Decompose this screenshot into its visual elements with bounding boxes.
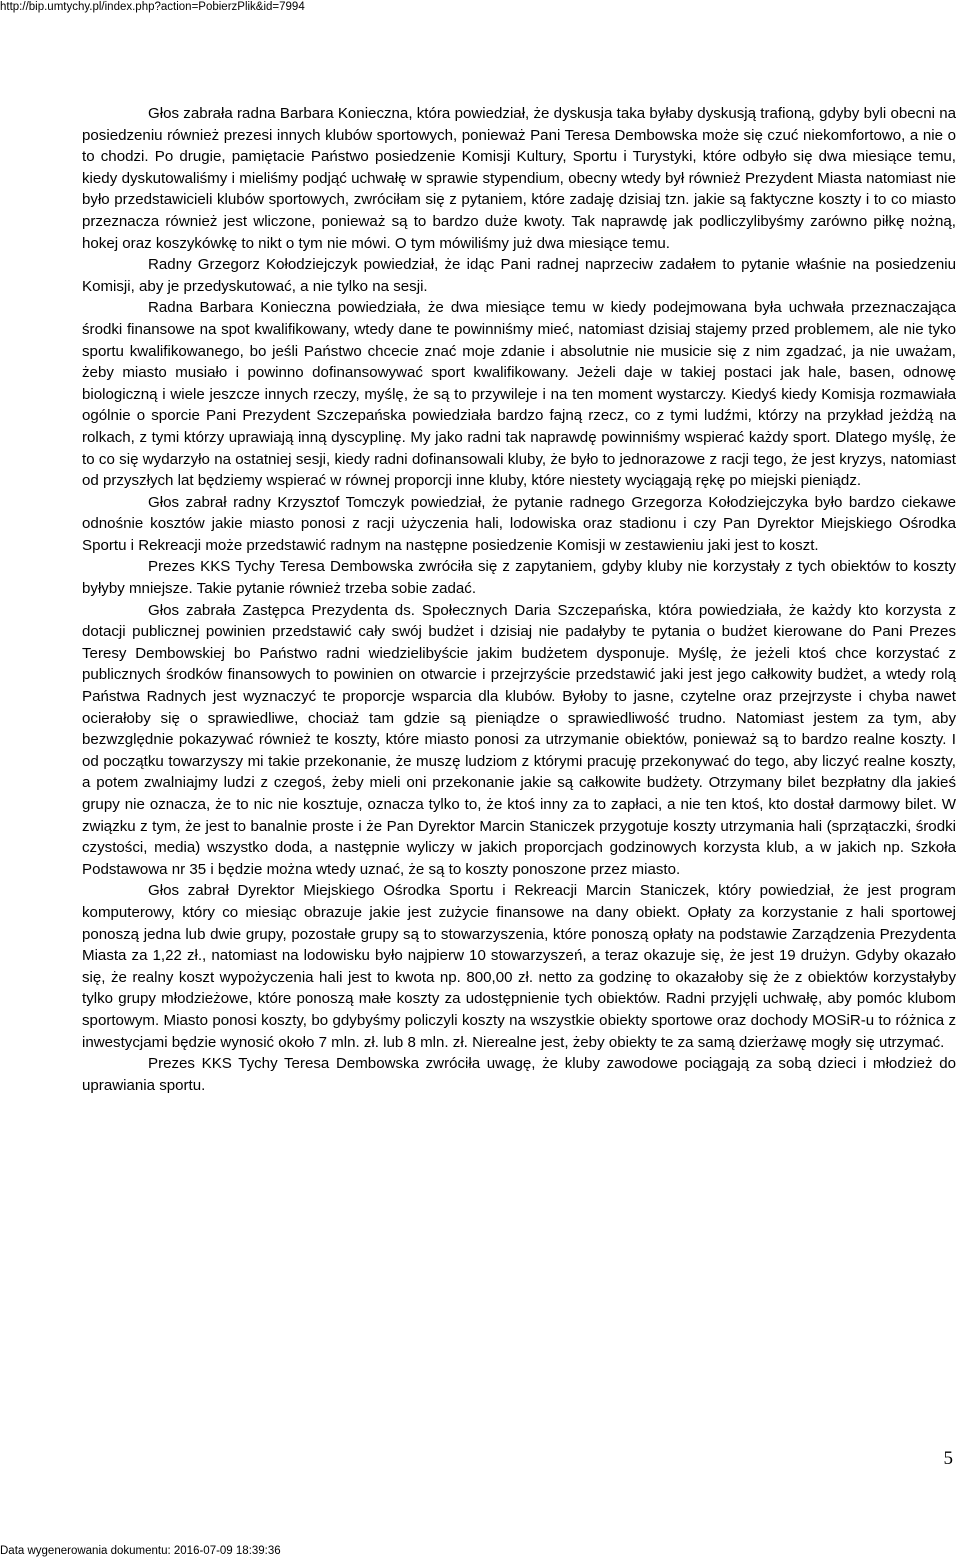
paragraph: Głos zabrał radny Krzysztof Tomczyk powiedział, że pytanie radnego Grzegorza Kołodziejczyka było bardzo ciekawe odnośnie kosztów jakie miasto ponosi z racji użyczenia hali, lodowiska oraz stadionu i czy Pan Dyrektor Miejskiego Ośrodka Sportu i Rekreacji może przedstawić radnym na następne posiedzenie Komisji w zestawieniu jaki jest to koszt. [82,493,956,554]
paragraph: Prezes KKS Tychy Teresa Dembowska zwróciła uwagę, że kluby zawodowe pociągają za sobą dzieci i młodzież do uprawiania sportu. [82,1055,956,1094]
source-url: http://bip.umtychy.pl/index.php?action=PobierzPlik&id=7994 [0,1,305,13]
paragraph: Prezes KKS Tychy Teresa Dembowska zwróciła się z zapytaniem, gdyby kluby nie korzystały z tych obiektów to koszty byłyby mniejsze. Takie pytanie również trzeba sobie zadać. [82,558,956,598]
generation-date: Data wygenerowania dokumentu: 2016-07-09 18:39:36 [0,1545,281,1557]
paragraph: Głos zabrała Zastępca Prezydenta ds. Społecznych Daria Szczepańska, która powiedziała, że każdy kto korzysta z dotacji publicznej powinien przedstawić cały swój budżet i dzisiaj nie padałyby te pytania o budżet kierowane do Pani Prezes Teresy Dembowskiej bo Państwo radni wiedzielibyście jakim budżetem dysponuje. Myślę, że jeżeli ktoś chce korzystać z publicznych środków finansowych to powinien on otwarcie i przejrzyście przedstawić jaki jest jego całkowity budżet, a wtedy rolą Państwa Radnych jest wyznaczyć te proporcje wsparcia dla klubów. Byłoby to jasne, czytelne oraz przejrzyste i chyba nawet ocierałoby się o sprawiedliwe, chociaż tam gdzie są pieniądze o sprawiedliwość trudno. Natomiast jestem za tym, aby bezwzględnie pokazywać również te koszty, które miasto ponosi za utrzymanie obiektów, ponieważ są to bardzo realne koszty. I od początku towarzyszy mi takie przekonanie, że muszę ludziom z którymi pracuję przekonywać do tego, aby liczyć realne koszty, a potem zwalniajmy ludzi z czegoś, żeby mieli oni przekonanie jakie są całkowite budżety. Otrzymany bilet bezpłatny dla jakieś grupy nie oznacza, że to nic nie kosztuje, oznacza tylko to, że ktoś inny za to zapłaci, a nie ten ktoś, kto dostał darmowy bilet. W związku z tym, że jest to banalnie proste i że Pan Dyrektor Marcin Staniczek przygotuje koszty utrzymania hali (sprzątaczki, środki czystości, media) wszystko doda, a następnie wyliczy w jakich proporcjach godzinowych korzysta klub, a w jakich np. Szkoła Podstawowa nr 35 i będzie można wtedy uznać, że są to koszty ponoszone przez miasto. [82,601,956,878]
paragraph: Głos zabrał Dyrektor Miejskiego Ośrodka Sportu i Rekreacji Marcin Staniczek, który powiedział, że jest program komputerowy, który co miesiąc obrazuje jakie jest zużycie finansowe na dany obiekt. Opłaty za korzystanie z hali sportowej ponoszą jedna lub dwie grupy, pozostałe grupy są to stowarzyszenia, które ponoszą opłaty na podstawie Zarządzenia Prezydenta Miasta za 1,22 zł., natomiast na lodowisku było najpierw 10 stowarzyszeń, a teraz okazuje się, że jest 19 drużyn. Gdyby okazało się, że realny koszt wypożyczenia hali jest to kwota np. 800,00 zł. netto za godzinę to okazałoby się że z obiektów korzystałyby tylko grupy młodzieżowe, które ponoszą małe koszty za udostępnienie tych obiektów. Radni przyjęli uchwałę, aby pomóc klubom sportowym. Miasto ponosi koszty, bo gdybyśmy policzyli koszty na wszystkie obiekty sportowe oraz dochody MOSiR-u to różnica z inwestycjami będzie wynosić około 7 mln. zł. lub 8 mln. zł. Nierealne jest, żeby obiekty te za samą dzierżawę mogły się utrzymać. [82,882,956,1051]
paragraph: Głos zabrała radna Barbara Konieczna, która powiedział, że dyskusja taka byłaby dyskusją trafioną, gdyby byli obecni na posiedzeniu również prezesi innych klubów sportowych, ponieważ Pani Teresa Dembowska może się czuć niekomfortowo, a nie o to chodzi. Po drugie, pamiętacie Państwo posiedzenie Komisji Kultury, Sportu i Turystyki, które odbyło się dwa miesiące temu, kiedy dyskutowaliśmy i mieliśmy podjąć uchwałę w sprawie stypendium, obecny wtedy był również Prezydent Miasta natomiast nie było przedstawicieli klubów sportowych, zwróciłam się z pytaniem, które zadaję dzisiaj tzn. jakie są faktyczne koszty i to co miasto przeznacza również jest wliczone, ponieważ są to bardzo duże kwoty. Tak naprawdę jak podliczylibyśmy zarówno piłkę nożną, hokej oraz koszykówkę to nikt o tym nie mówi. O tym mówiliśmy już dwa miesiące temu. [82,105,956,252]
paragraph: Radna Barbara Konieczna powiedziała, że dwa miesiące temu w kiedy podejmowana była uchwała przeznaczająca środki finansowe na spot kwalifikowany, wtedy dane te powinniśmy mieć, natomiast dzisiaj stajemy przed problemem, ale nie tyko sportu kwalifikowanego, bo jeśli Państwo chcecie znać moje zdanie i absolutnie nie musicie się z nim zgadzać, ja nie uważam, żeby miasto musiało i powinno dofinansowywać sport kwalifikowany. Jeżeli daje w takiej postaci jak hale, basen, odnowę biologiczną i wiele jeszcze innych rzeczy, myślę, że są to przywileje i na ten moment wystarczy. Kiedyś kiedy Komisja rozmawiała ogólnie o sporcie Pani Prezydent Szczepańska powiedziała bardzo fajną rzecz, co z tymi ludźmi, którzy na przykład jeżdżą na rolkach, z tymi którzy uprawiają inną dyscyplinę. My jako radni tak naprawdę powinniśmy wspierać każdy sport. Dlatego myślę, że to co się wydarzyło na ostatniej sesji, kiedy radni dofinansowali kluby, że było to jednorazowe z racji tego, że jest kryzys, natomiast od przyszłych lat będziemy wspierać w równej proporcji inne kluby, które niestety wyciągają rękę po miejski pieniądz. [82,299,956,490]
page-number: 5 [943,1448,953,1469]
document-body [82,103,956,1096]
paragraph: Radny Grzegorz Kołodziejczyk powiedział, że idąc Pani radnej naprzeciw zadałem to pytanie właśnie na posiedzeniu Komisji, aby je przedyskutować, a nie tylko na sesji. [82,256,956,295]
